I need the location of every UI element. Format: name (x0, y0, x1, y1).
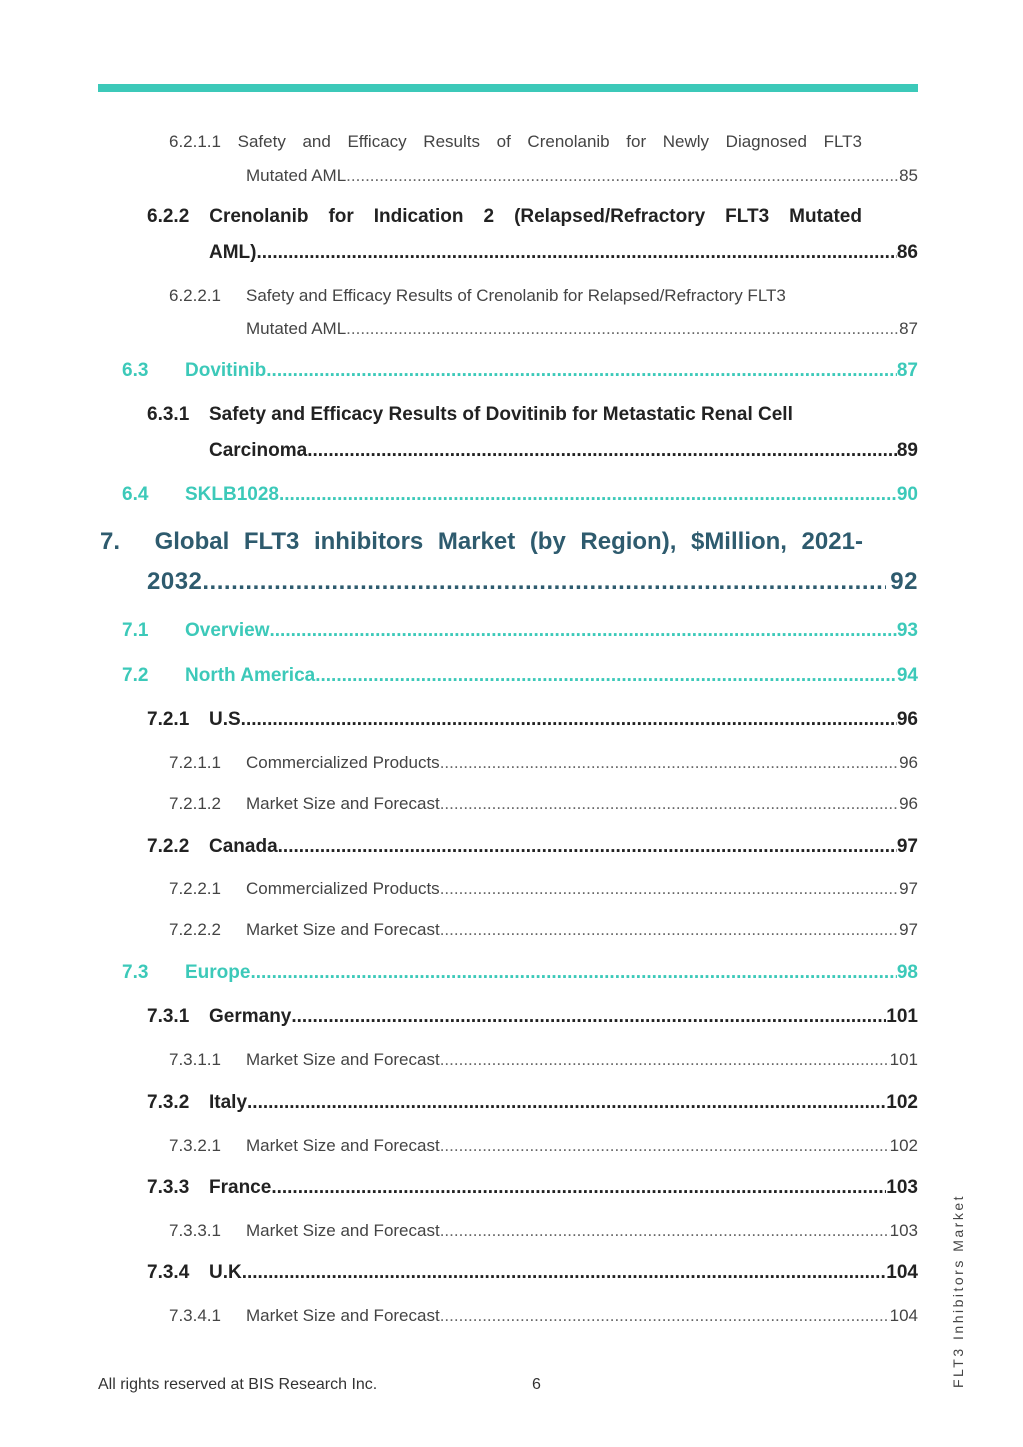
toc-number: 7.2.2.2 (169, 920, 221, 939)
toc-title: Market Size and Forecast (246, 1306, 440, 1325)
toc-number: 6.2.1.1 (169, 132, 221, 151)
toc-entry-line[interactable] (169, 286, 786, 306)
footer-copyright: All rights reserved at BIS Research Inc. (98, 1376, 378, 1393)
toc-number: 6.4 (122, 484, 149, 505)
toc-number: 7.2.1 (147, 709, 190, 730)
toc-entry[interactable] (0, 836, 918, 858)
toc-entry[interactable] (0, 794, 918, 814)
toc-title: Safety and Efficacy Results of Dovitinib for Metastatic Renal Cell (209, 404, 793, 425)
toc-title: Safety and Efficacy Results of Crenolanib for Relapsed/Refractory FLT3 (246, 286, 786, 305)
toc-number: 6.3 (122, 360, 149, 381)
toc-title: Mutated AML (246, 166, 347, 185)
toc-title: Overview (185, 620, 270, 641)
toc-title: Market Size and Forecast (246, 794, 440, 813)
toc-title: Market Size and Forecast (246, 920, 440, 939)
toc-entry[interactable] (0, 484, 918, 506)
toc-number: 7.3.1.1 (169, 1050, 221, 1069)
toc-entry[interactable] (0, 242, 918, 264)
toc-entry[interactable] (0, 879, 918, 899)
toc-page: 101 (889, 1050, 918, 1069)
toc-page: 104 (889, 1306, 918, 1325)
toc-entry-line[interactable]: 6.2.2 Crenolanib for Indication 2 (Relapsed/Refractory FLT3 Mutated (147, 206, 862, 227)
toc-title: AML) (209, 242, 257, 263)
toc-entry[interactable] (0, 1050, 918, 1070)
toc-entry[interactable] (0, 319, 918, 339)
toc-entry[interactable] (0, 1006, 918, 1028)
toc-entry[interactable] (0, 753, 918, 773)
toc-entry[interactable] (0, 620, 918, 642)
toc-number: 7.2.2 (147, 836, 190, 857)
toc-title: Italy (209, 1092, 248, 1113)
toc-page: 102 (889, 1136, 918, 1155)
toc-title: Market Size and Forecast (246, 1050, 440, 1069)
toc-number: 7.3.4.1 (169, 1306, 221, 1325)
toc-page: 87 (896, 360, 918, 381)
toc-chapter[interactable] (0, 568, 918, 596)
toc-page: 97 (896, 836, 918, 857)
toc-number: 7.3.3.1 (169, 1221, 221, 1240)
toc-number: 7.3.3 (147, 1177, 190, 1198)
toc-page: 90 (896, 484, 918, 505)
toc-entry[interactable] (0, 920, 918, 940)
toc-title: Mutated AML (246, 319, 347, 338)
footer-page-number: 6 (532, 1376, 541, 1393)
toc-page: 98 (896, 962, 918, 983)
toc-number: 7. (100, 528, 121, 555)
toc-number: 7.3 (122, 962, 149, 983)
toc-title: Market Size and Forecast (246, 1221, 440, 1240)
header-accent-bar (98, 84, 918, 92)
toc-entry[interactable] (0, 665, 918, 687)
toc-entry[interactable] (0, 1092, 918, 1114)
toc-page: 85 (899, 166, 918, 185)
toc-page: 103 (889, 1221, 918, 1240)
toc-number: 7.3.2.1 (169, 1136, 221, 1155)
toc-entry[interactable] (0, 1177, 918, 1199)
toc-chapter-line[interactable]: 7. Global FLT3 inhibitors Market (by Region), $Million, 2021- (100, 528, 863, 555)
toc-page: 86 (896, 242, 918, 263)
toc-title: SKLB1028 (185, 484, 279, 505)
toc-number: 6.2.2.1 (169, 286, 221, 305)
toc-title: Europe (185, 962, 251, 983)
toc-entry-line[interactable] (147, 404, 793, 426)
toc-title: Dovitinib (185, 360, 267, 381)
toc-number: 6.3.1 (147, 404, 190, 425)
toc-title: U.S. (209, 709, 246, 730)
toc-page: 96 (899, 794, 918, 813)
toc-page: 104 (886, 1262, 918, 1283)
toc-page: 102 (886, 1092, 918, 1113)
toc-number: 7.1 (122, 620, 149, 641)
toc-title: Market Size and Forecast (246, 1136, 440, 1155)
toc-number: 7.3.1 (147, 1006, 190, 1027)
toc-page: 89 (896, 440, 918, 461)
toc-entry[interactable] (0, 962, 918, 984)
side-running-title: FLT3 Inhibitors Market (950, 1193, 966, 1388)
toc-page: 93 (896, 620, 918, 641)
toc-title: Canada (209, 836, 278, 857)
toc-number: 7.2.2.1 (169, 879, 221, 898)
toc-title: 2032 (147, 568, 203, 595)
toc-page: 103 (886, 1177, 918, 1198)
toc-page: 96 (896, 709, 918, 730)
toc-title: U.K. (209, 1262, 247, 1283)
toc-number: 7.2.1.1 (169, 753, 221, 772)
toc-page: 101 (886, 1006, 918, 1027)
toc-number: 7.3.4 (147, 1262, 190, 1283)
toc-entry[interactable] (0, 1262, 918, 1284)
toc-entry[interactable] (0, 360, 918, 382)
toc-page: 97 (899, 920, 918, 939)
toc-entry[interactable] (0, 440, 918, 462)
toc-page: 96 (899, 753, 918, 772)
toc-entry[interactable] (0, 1306, 918, 1326)
toc-entry[interactable] (0, 166, 918, 186)
toc-number: 7.2 (122, 665, 149, 686)
toc-entry[interactable] (0, 1136, 918, 1156)
toc-title: North America (185, 665, 316, 686)
toc-number: 6.2.2 (147, 206, 190, 227)
toc-title: Germany (209, 1006, 292, 1027)
toc-page: 92 (890, 568, 918, 595)
toc-title: Carcinoma (209, 440, 308, 461)
toc-page: 97 (899, 879, 918, 898)
toc-entry-line[interactable]: 6.2.1.1 Safety and Efficacy Results of Crenolanib for Newly Diagnosed FLT3 (169, 132, 862, 151)
toc-title: Commercialized Products (246, 879, 440, 898)
toc-entry[interactable] (0, 709, 918, 731)
toc-number: 7.3.2 (147, 1092, 190, 1113)
toc-title: Commercialized Products (246, 753, 440, 772)
toc-number: 7.2.1.2 (169, 794, 221, 813)
toc-page: 94 (896, 665, 918, 686)
toc-entry[interactable] (0, 1221, 918, 1241)
toc-page: 87 (899, 319, 918, 338)
toc-title: France (209, 1177, 272, 1198)
